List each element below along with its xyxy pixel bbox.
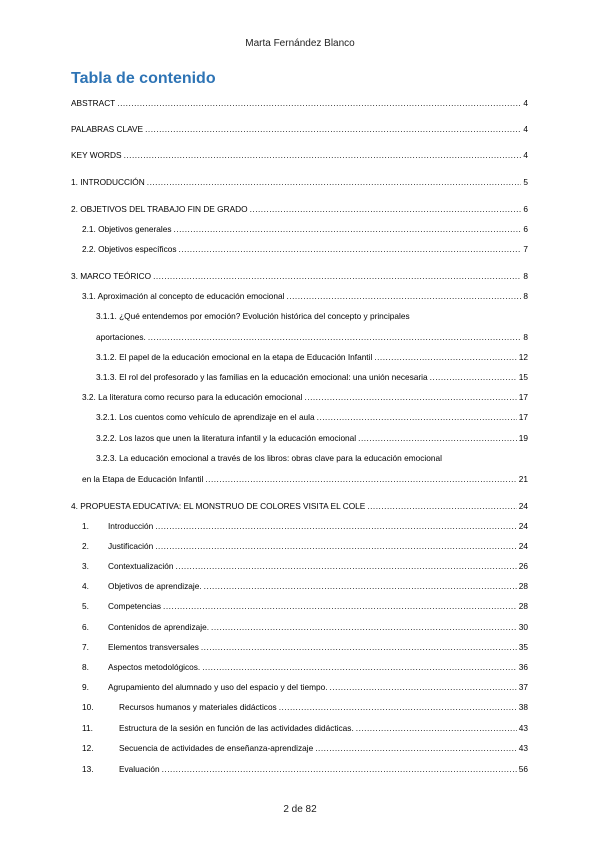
toc-entry-number: 11. [82,723,93,733]
toc-page-number: 17 [518,392,528,402]
toc-entry-continuation[interactable] [0,330,600,344]
toc-entry-label: Contextualización [108,561,174,571]
toc-entry[interactable] [0,660,600,674]
toc-entry-number: 9. [82,682,89,692]
toc-leader [155,519,517,533]
toc-leader [430,370,517,384]
toc-entry-label: Justificación [108,541,154,551]
toc-leader [173,222,521,236]
toc-entry[interactable] [0,122,600,136]
toc-page-number: 24 [518,501,528,511]
toc-entry-continuation[interactable] [0,472,600,486]
toc-entry-label: 2.1. Objetivos generales [82,224,172,234]
toc-page-number: 6 [523,224,528,234]
toc-entry-number: 1. [82,521,89,531]
toc-entry[interactable] [0,559,600,573]
toc-entry-label: Elementos transversales [108,642,199,652]
toc-page-number: 28 [518,601,528,611]
toc-entry-label: Recursos humanos y materiales didácticos [119,702,277,712]
toc-entry-number: 2. [82,541,89,551]
toc-page-number: 19 [518,433,528,443]
toc-entry[interactable] [0,700,600,714]
toc-leader [279,700,517,714]
toc-leader [358,431,517,445]
toc-leader [117,96,521,110]
toc-page-number: 30 [518,622,528,632]
toc-entry-number: 8. [82,662,89,672]
toc-leader [315,741,517,755]
toc-leader [211,620,517,634]
toc-page-number: 28 [518,581,528,591]
toc-page-number: 35 [518,642,528,652]
toc-page-number: 15 [518,372,528,382]
toc-page-number: 56 [518,764,528,774]
toc-entry[interactable] [0,499,600,513]
toc-entry-label: 1. INTRODUCCIÓN [71,177,145,187]
toc-entry-number: 7. [82,642,89,652]
toc-page-number: 8 [523,291,528,301]
toc-leader [163,599,517,613]
toc-entry-number: 12. [82,743,94,753]
toc-entry-label: PALABRAS CLAVE [71,124,144,134]
toc-entry[interactable] [0,451,600,465]
toc-entry[interactable] [0,519,600,533]
toc-leader [304,390,516,404]
toc-entry-label: Competencias [108,601,162,611]
toc-page-number: 4 [523,98,528,108]
toc-entry-label: 3.2.3. La educación emocional a través de los libros: obras clave para la educación emocional [96,453,442,463]
toc-entry[interactable] [0,175,600,189]
toc-leader [124,148,522,162]
toc-entry-label: Contenidos de aprendizaje. [108,622,210,632]
toc-leader [205,472,516,486]
toc-page-number: 8 [523,271,528,281]
toc-entry[interactable] [0,579,600,593]
toc-entry-label: Evaluación [119,764,160,774]
toc-entry-label: 3.2.1. Los cuentos como vehículo de aprendizaje en el aula [96,412,315,422]
toc-entry-label: 4. PROPUESTA EDUCATIVA: EL MONSTRUO DE COLORES VISITA EL COLE [71,501,366,511]
toc-page-number: 21 [518,474,528,484]
toc-entry-label: 3.1.2. El papel de la educación emocional en la etapa de Educación Infantil [96,352,373,362]
toc-entry[interactable] [0,431,600,445]
toc-entry-label: 3.1.1. ¿Qué entendemos por emoción? Evolución histórica del concepto y principales [96,311,410,321]
toc-leader [367,499,516,513]
toc-leader [204,579,517,593]
toc-entry[interactable] [0,202,600,216]
toc-entry[interactable] [0,269,600,283]
toc-page-number: 7 [523,244,528,254]
toc-page-number: 8 [523,332,528,342]
toc-entry[interactable] [0,350,600,364]
toc-entry-number: 4. [82,581,89,591]
toc-entry-label: ABSTRACT [71,98,116,108]
toc-entry-number: 3. [82,561,89,571]
toc-leader [145,122,521,136]
toc-leader [153,269,521,283]
toc-page-number: 24 [518,521,528,531]
toc-entry-label: 3.2. La literatura como recurso para la educación emocional [82,392,303,402]
toc-page-number: 12 [518,352,528,362]
toc-entry-number: 13. [82,764,94,774]
toc-leader [148,330,522,344]
toc-entry[interactable] [0,309,600,323]
toc-entry-label: Introducción [108,521,154,531]
toc-entry-label: Estructura de la sesión en función de las actividades didácticas. [119,723,354,733]
toc-leader [155,539,517,553]
toc-entry-label: en la Etapa de Educación Infantil [82,474,204,484]
toc-entry-label: aportaciones. [96,332,146,342]
toc-leader [201,640,517,654]
toc-entry[interactable] [0,741,600,755]
toc-leader [356,721,517,735]
toc-page-number: 38 [518,702,528,712]
toc-leader [317,410,517,424]
toc-page-number: 6 [523,204,528,214]
toc-entry-label: 3. MARCO TEÓRICO [71,271,152,281]
toc-page-number: 37 [518,682,528,692]
toc-page-number: 43 [518,743,528,753]
toc-entry[interactable] [0,222,600,236]
toc-leader [286,289,521,303]
toc-entry-label: 2.2. Objetivos específicos [82,244,177,254]
toc-entry[interactable] [0,370,600,384]
toc-entry[interactable] [0,242,600,256]
toc-entry-label: 3.1. Aproximación al concepto de educación emocional [82,291,285,301]
toc-leader [179,242,522,256]
toc-entry[interactable] [0,599,600,613]
toc-page-number: 17 [518,412,528,422]
toc-entry-label: 2. OBJETIVOS DEL TRABAJO FIN DE GRADO [71,204,248,214]
toc-entry[interactable] [0,148,600,162]
toc-entry[interactable] [0,96,600,110]
toc-entry-label: 3.2.2. Los lazos que unen la literatura infantil y la educación emocional [96,433,357,443]
page-title: Tabla de contenido [71,70,216,87]
toc-entry-number: 10. [82,702,94,712]
toc-entry[interactable] [0,640,600,654]
toc-entry[interactable] [0,289,600,303]
toc-entry-label: KEY WORDS [71,150,122,160]
toc-entry[interactable] [0,680,600,694]
toc-entry-label: Secuencia de actividades de enseñanza-aprendizaje [119,743,314,753]
toc-page-number: 26 [518,561,528,571]
toc-entry-label: Objetivos de aprendizaje. [108,581,202,591]
toc-leader [162,762,517,776]
toc-entry[interactable] [0,390,600,404]
toc-page-number: 4 [523,124,528,134]
page-header: Marta Fernández Blanco [245,38,355,49]
toc-entry[interactable] [0,721,600,735]
toc-entry-label: 3.1.3. El rol del profesorado y las familias en la educación emocional: una unión necesaria [96,372,428,382]
toc-leader [330,680,517,694]
toc-page-number: 24 [518,541,528,551]
toc-entry-label: Aspectos metodológicos. [108,662,201,672]
toc-leader [202,660,517,674]
toc-entry[interactable] [0,410,600,424]
toc-page-number: 5 [523,177,528,187]
toc-entry-label: Agrupamiento del alumnado y uso del espacio y del tiempo. [108,682,328,692]
toc-page-number: 4 [523,150,528,160]
toc-entry-number: 5. [82,601,89,611]
toc-entry[interactable] [0,620,600,634]
toc-leader [147,175,522,189]
toc-page-number: 43 [518,723,528,733]
toc-leader [176,559,517,573]
toc-entry[interactable] [0,539,600,553]
toc-entry[interactable] [0,762,600,776]
page-footer: 2 de 82 [283,804,317,815]
toc-entry-number: 6. [82,622,89,632]
toc-leader [374,350,516,364]
toc-leader [250,202,522,216]
toc-page-number: 36 [518,662,528,672]
